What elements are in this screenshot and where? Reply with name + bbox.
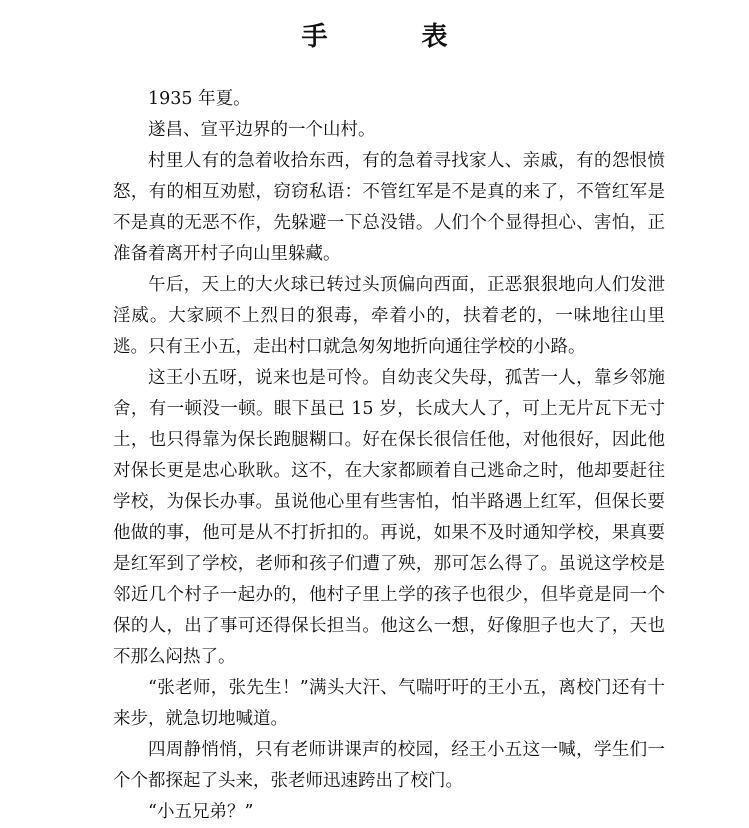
paragraph-calling-teacher: “张老师，张先生！”满头大汗、气喘吁吁的王小五，离校门还有十来步，就急切地喊道。 [113,678,665,729]
paragraph-wang-xiaowu: 这王小五呀，说来也是可怜。自幼丧父失母，孤苦一人，靠乡邻施舍，有一顿没一顿。眼下虽已 15 岁，长成大人了，可上无片瓦下无寸土，也只得靠为保长跑腿糊口。好在保长很信任他，对他很好，因此他对保长更是忠心耿耿。这不，在大家都顾着自己逃命之时，他却要赶往学校，为保长办事。虽说他心里有些害怕，怕半路遇上红军，但保长要他做的事，他可是从不打折扣的。再说，如果不及时通知学校，果真要是红军到了学校，老师和孩子们遭了殃，那可怎么得了。虽说这学校是邻近几个村子一起办的，他村子里上学的孩子也很少，但毕竟是同一个保的人，出了事可还得保长担当。他这么一想，好像胆子也大了，天也不那么闷热了。 [113,368,665,667]
paragraph-date: 1935 年夏。 [148,89,251,109]
paragraph-school-yard: 四周静悄悄，只有老师讲课声的校园，经王小五这一喊，学生们一个个都探起了头来，张老师迅速跨出了校门。 [113,740,665,791]
paragraph-location: 遂昌、宣平边界的一个山村。 [148,120,376,140]
chapter-body [113,84,665,828]
paragraph-afternoon: 午后，天上的大火球已转过头顶偏向西面，正恶狠狠地向人们发泄淫威。大家顾不上烈日的狠毒，牵着小的，扶着老的，一味地往山里逃。只有王小五，走出村口就急匆匆地折向通往学校的小路。 [113,275,665,357]
chapter-title: 手 表 [301,22,482,53]
paragraph-dialogue: “小五兄弟？” [148,802,254,822]
paragraph-villagers: 村里人有的急着收拾东西，有的急着寻找家人、亲戚，有的怨恨愤怒，有的相互劝慰，窃窃私语：不管红军是不是真的来了，不管红军是不是真的无恶不作，先躲避一下总没错。人们个个显得担心、害怕，正准备着离开村子向山里躲藏。 [113,151,665,264]
